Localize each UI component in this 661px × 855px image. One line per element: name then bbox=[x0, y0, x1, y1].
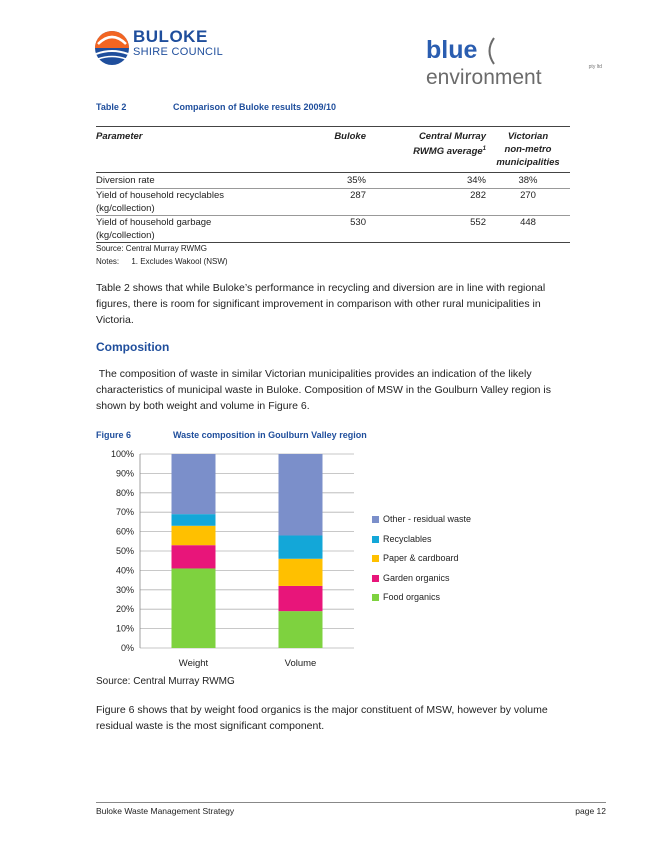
y-tick-label: 0% bbox=[120, 643, 134, 653]
y-tick-label: 90% bbox=[115, 468, 134, 479]
bar-segment bbox=[279, 535, 323, 558]
y-tick-label: 50% bbox=[115, 546, 134, 556]
paragraph-line: figures, there is room for significant improvement in comparison with other rural municipalities in bbox=[96, 298, 541, 310]
row-vic: 448 bbox=[520, 217, 536, 228]
paragraph-line: The composition of waste in similar Victorian municipalities provides an indication of the likely bbox=[96, 368, 532, 380]
table-header-row bbox=[96, 130, 570, 170]
notes-text: 1. Excludes Wakool (NSW) bbox=[131, 257, 228, 266]
row-parameter-line1: Yield of household recyclables bbox=[96, 190, 224, 201]
bar-segment bbox=[172, 514, 216, 526]
legend-label: Food organics bbox=[383, 592, 441, 602]
council-logo-text bbox=[133, 28, 223, 58]
table-notes bbox=[96, 257, 228, 266]
legend-item bbox=[372, 553, 459, 563]
table-source: Source: Central Murray RWMG bbox=[96, 244, 207, 253]
y-tick-label: 10% bbox=[115, 623, 134, 634]
bar-segment bbox=[279, 454, 323, 535]
header-buloke: Buloke bbox=[334, 131, 366, 142]
legend-label: Recyclables bbox=[383, 533, 432, 544]
paragraph-composition bbox=[96, 366, 616, 414]
header-central-murray bbox=[366, 130, 486, 158]
row-parameter-line2: (kg/collection) bbox=[96, 230, 155, 241]
paragraph-table-summary bbox=[96, 280, 616, 328]
bar-segment bbox=[279, 586, 323, 611]
footer-page-number: page 12 bbox=[575, 806, 606, 816]
figure-source: Source: Central Murray RWMG bbox=[96, 676, 235, 687]
bar-segment bbox=[172, 526, 216, 545]
bar-segment bbox=[279, 559, 323, 586]
comparison-table bbox=[96, 126, 570, 242]
y-tick-label: 100% bbox=[110, 449, 134, 459]
footer-divider bbox=[96, 802, 606, 803]
section-heading-composition: Composition bbox=[96, 340, 170, 354]
header-vic-line2: non-metro bbox=[504, 144, 552, 155]
legend-item bbox=[372, 534, 432, 544]
legend-item bbox=[372, 573, 450, 583]
notes-label: Notes: bbox=[96, 257, 120, 266]
row-central: 552 bbox=[470, 217, 486, 228]
legend-item bbox=[372, 514, 471, 524]
blue-environment-logo bbox=[426, 36, 606, 89]
x-category-label: Weight bbox=[178, 658, 209, 669]
y-tick-label: 20% bbox=[115, 604, 134, 615]
legend-swatch bbox=[372, 516, 379, 523]
legend-label: Garden organics bbox=[383, 572, 450, 583]
legend-item bbox=[372, 592, 440, 602]
paragraph-line: Table 2 shows that while Buloke’s performance in recycling and diversion are in line with regional bbox=[96, 282, 546, 294]
x-category-label: Volume bbox=[284, 658, 317, 669]
bar-segment bbox=[172, 454, 216, 514]
footnote-marker: 1 bbox=[482, 146, 486, 152]
header-central-line2 bbox=[366, 143, 486, 158]
row-parameter: Diversion rate bbox=[96, 175, 155, 186]
legend-swatch bbox=[372, 594, 379, 601]
y-tick-label: 40% bbox=[115, 565, 134, 576]
row-buloke: 530 bbox=[350, 217, 366, 228]
council-subtitle: SHIRE COUNCIL bbox=[133, 46, 224, 58]
header-vic-line1: Victorian bbox=[507, 131, 549, 142]
header-victorian bbox=[486, 130, 570, 169]
header-central-line2-text: RWMG average bbox=[413, 146, 483, 158]
y-tick-label: 70% bbox=[115, 507, 134, 518]
row-parameter-line2: (kg/collection) bbox=[96, 203, 155, 214]
firm-name-environment: environment bbox=[426, 66, 542, 89]
paragraph-line: characteristics of municipal waste in Buloke. Composition of MSW in the Goulburn Valley region is bbox=[96, 384, 552, 396]
bar-segment bbox=[172, 568, 216, 648]
footer-document-title: Buloke Waste Management Strategy bbox=[96, 806, 235, 816]
header-vic-line3: municipalities bbox=[496, 157, 560, 168]
swoosh-icon bbox=[485, 36, 495, 66]
paragraph-line: Figure 6 shows that by weight food organics is the major constituent of MSW, however by volume bbox=[96, 704, 548, 716]
paragraph-line: residual waste is the most significant component. bbox=[96, 720, 325, 732]
legend-swatch bbox=[372, 536, 379, 543]
firm-name-blue: blue bbox=[426, 36, 478, 64]
legend-label: Paper & cardboard bbox=[383, 553, 459, 563]
row-buloke: 35% bbox=[346, 175, 366, 186]
y-tick-label: 30% bbox=[115, 584, 134, 595]
paragraph-figure-summary bbox=[96, 702, 616, 734]
row-vic: 38% bbox=[518, 175, 538, 186]
table-label: Table 2 bbox=[96, 102, 127, 112]
bar-segment bbox=[172, 545, 216, 568]
paragraph-line: shown by both weight and volume in Figure 6. bbox=[96, 400, 310, 412]
council-name: BULOKE bbox=[133, 27, 208, 46]
legend-swatch bbox=[372, 555, 379, 562]
table-title: Comparison of Buloke results 2009/10 bbox=[173, 102, 337, 112]
header-central-line1: Central Murray bbox=[418, 131, 486, 142]
row-central: 282 bbox=[470, 190, 486, 201]
y-tick-label: 60% bbox=[115, 526, 134, 537]
row-buloke: 287 bbox=[350, 190, 366, 201]
y-tick-label: 80% bbox=[115, 487, 134, 498]
row-vic: 270 bbox=[520, 190, 536, 201]
row-parameter bbox=[96, 216, 306, 242]
firm-ptyltd: pty ltd bbox=[588, 64, 602, 70]
legend-label: Other - residual waste bbox=[383, 514, 472, 524]
row-central: 34% bbox=[466, 175, 486, 186]
figure-title: Waste composition in Goulburn Valley region bbox=[173, 430, 367, 440]
legend-swatch bbox=[372, 575, 379, 582]
paragraph-line: Victoria. bbox=[96, 314, 134, 326]
bar-segment bbox=[279, 611, 323, 648]
row-parameter-line1: Yield of household garbage bbox=[96, 217, 212, 228]
header-parameter: Parameter bbox=[96, 131, 143, 142]
row-parameter bbox=[96, 189, 306, 215]
figure-label: Figure 6 bbox=[96, 430, 132, 440]
